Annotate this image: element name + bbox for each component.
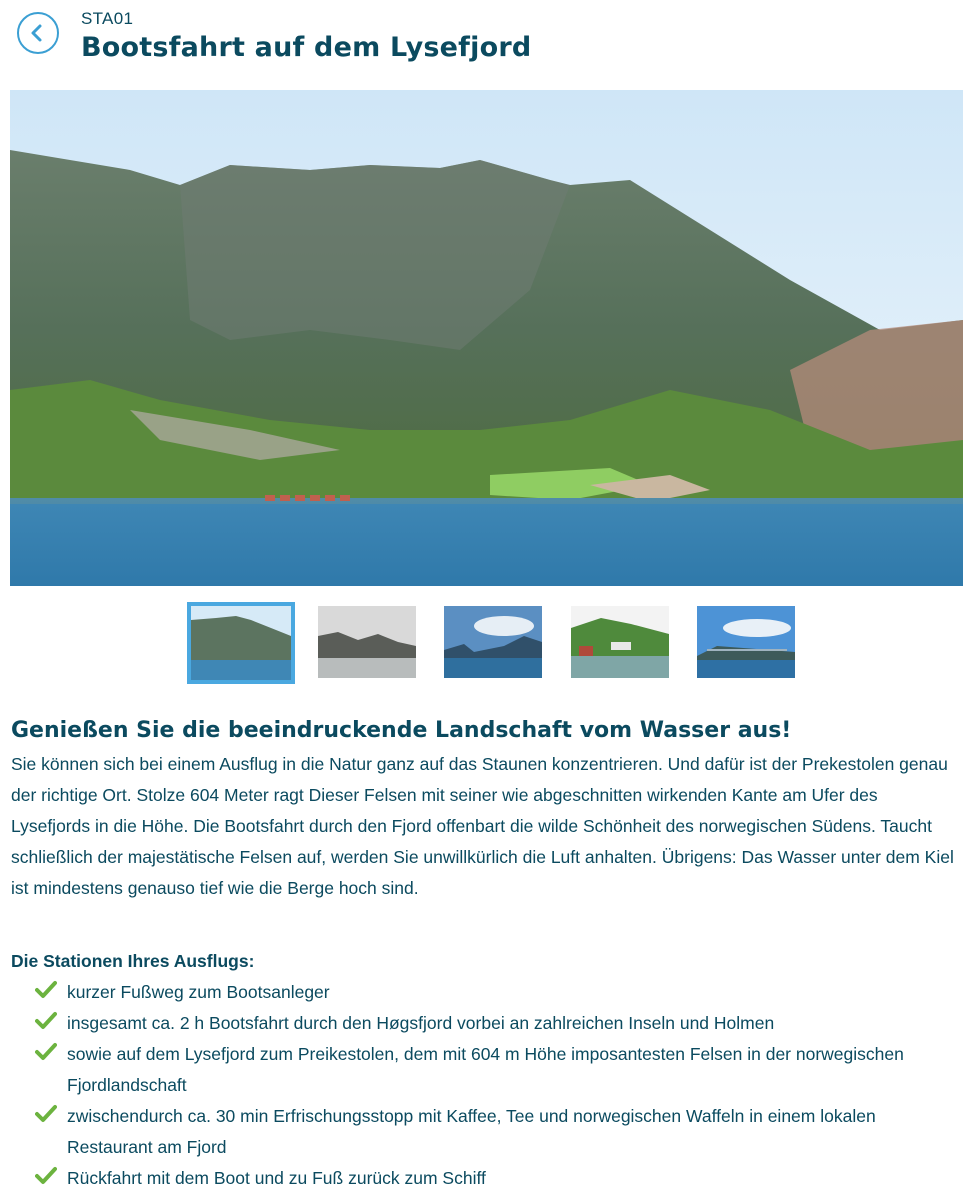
stations-title: Die Stationen Ihres Ausflugs: xyxy=(11,951,255,971)
station-text: zwischendurch ca. 30 min Erfrischungsstopp mit Kaffee, Tee und norwegischen Waffeln in einem lokalen Restaurant am Fjord xyxy=(67,1106,876,1157)
description-section xyxy=(11,718,961,1194)
page-header xyxy=(0,0,975,86)
thumbnail-4[interactable] xyxy=(571,606,671,678)
station-text: sowie auf dem Lysefjord zum Preikestolen, dem mit 604 m Höhe imposantesten Felsen in der norwegischen Fjordlandschaft xyxy=(67,1044,904,1095)
checkmark-icon xyxy=(35,1165,57,1187)
station-text: insgesamt ca. 2 h Bootsfahrt durch den Høgsfjord vorbei an zahlreichen Inseln und Holmen xyxy=(67,1013,775,1033)
thumbnail-3[interactable] xyxy=(444,606,544,678)
back-button[interactable] xyxy=(17,12,59,54)
list-item xyxy=(11,1008,961,1039)
chevron-left-icon xyxy=(28,23,48,43)
list-item xyxy=(11,1163,961,1194)
station-text: kurzer Fußweg zum Bootsanleger xyxy=(67,982,330,1002)
checkmark-icon xyxy=(35,1010,57,1032)
page-title: Bootsfahrt auf dem Lysefjord xyxy=(81,32,532,63)
stations-list xyxy=(11,977,961,1194)
thumbnail-1[interactable] xyxy=(187,602,295,684)
list-item xyxy=(11,1039,961,1101)
checkmark-icon xyxy=(35,979,57,1001)
list-item xyxy=(11,977,961,1008)
station-text: Rückfahrt mit dem Boot und zu Fuß zurück zum Schiff xyxy=(67,1168,486,1188)
checkmark-icon xyxy=(35,1103,57,1125)
thumbnail-2[interactable] xyxy=(318,606,418,678)
thumbnail-5[interactable] xyxy=(697,606,797,678)
hero-image xyxy=(10,90,963,586)
thumbnail-strip xyxy=(0,602,975,684)
list-item xyxy=(11,1101,961,1163)
checkmark-icon xyxy=(35,1041,57,1063)
description-paragraph: Sie können sich bei einem Ausflug in die Natur ganz auf das Staunen konzentrieren. Und dafür ist der Prekestolen genau der richtige Ort. Stolze 604 Meter ragt Dieser Felsen mit seiner wie abgeschnitten wirkenden Kante am Ufer des Lysefjords in die Höhe. Die Bootsfahrt durch den Fjord offenbart die wilde Schönheit des norwegischen Südens. Taucht schließlich der majestätische Felsen auf, werden Sie unwillkürlich die Luft anhalten. Übrigens: Das Wasser unter dem Kiel ist mindestens genauso tief wie die Berge hoch sind. xyxy=(11,754,954,898)
tour-code: STA01 xyxy=(81,9,134,28)
section-heading: Genießen Sie die beeindruckende Landschaft vom Wasser aus! xyxy=(11,718,792,743)
